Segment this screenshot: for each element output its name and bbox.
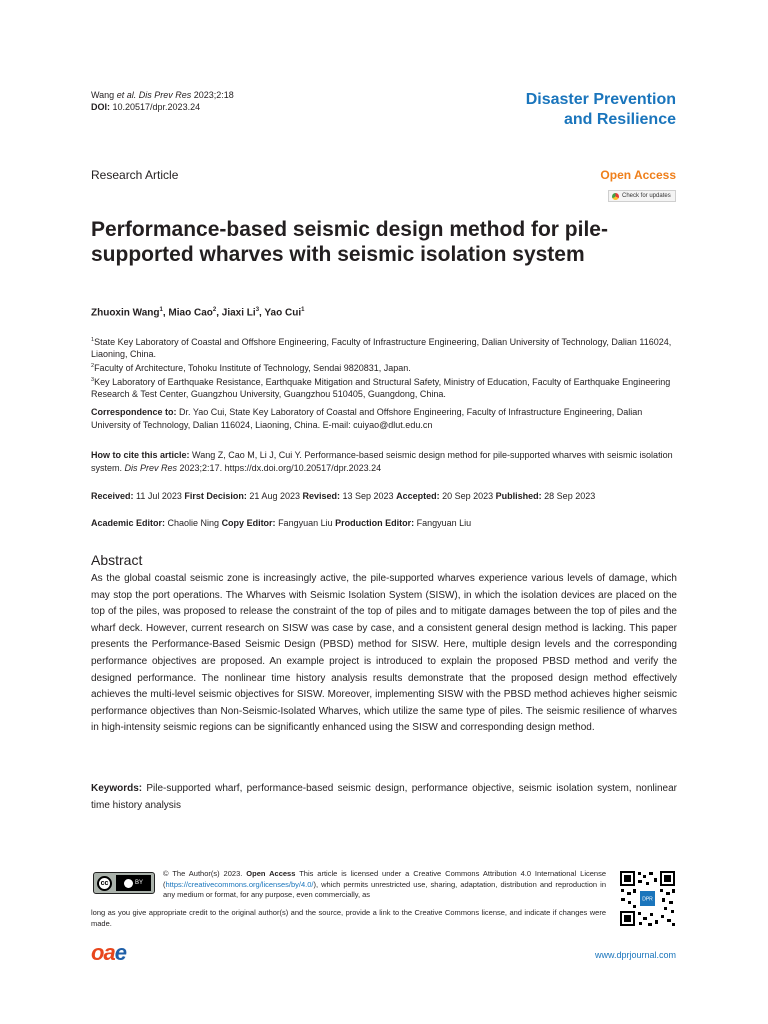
crossmark-icon: [612, 193, 619, 200]
affiliation-text: State Key Laboratory of Coastal and Offshore Engineering, Faculty of Infrastructure Engineering, Dalian University of Technology, Dalian 116024, Liaoning, China.: [91, 337, 672, 359]
editor-value: Fangyuan Liu: [414, 518, 472, 528]
dates-line: [91, 490, 677, 503]
author-affil-sup: 3: [255, 307, 260, 313]
affiliation-sup: 1: [91, 337, 95, 343]
oae-logo-letter: o: [91, 940, 104, 965]
date-value: 11 Jul 2023: [133, 491, 185, 501]
affiliation-item: [91, 360, 677, 374]
license-text-continued: long as you give appropriate credit to the original author(s) and the source, provide a link to the Creative Commons license, and indicate if changes were made.: [91, 908, 606, 928]
journal-name: [526, 90, 676, 130]
cite-issue: 2023;2:18: [191, 90, 234, 100]
journal-name-line2: and Resilience: [563, 111, 676, 128]
license-text-part: This article is licensed under a Creative Commons Attribution 4.0 International License (: [163, 869, 607, 889]
cc-by-badge[interactable]: [93, 872, 155, 894]
citation-line: [91, 89, 234, 113]
keywords: [91, 781, 677, 814]
author-name[interactable]: Zhuoxin Wang: [91, 307, 160, 319]
journal-website-link[interactable]: www.dprjournal.com: [594, 950, 676, 960]
attribution-icon: [116, 875, 151, 891]
oae-logo-letter: e: [114, 940, 126, 965]
check-for-updates-button[interactable]: [608, 190, 676, 202]
article-type: Research Article: [91, 168, 179, 182]
editor-label: Production Editor:: [335, 518, 415, 528]
affiliation-sup: 2: [91, 363, 95, 369]
date-value: 13 Sep 2023: [340, 491, 397, 501]
abstract-text: As the global coastal seismic zone is increasingly active, the pile-supported wharves experience various levels of damage, which may stop the port operations. The Wharves with Seismic Isolation System (SISW), in which the isolation devices are placed on the top of the piles, was proposed to release the constraint of the top of piles and to mitigate damages between the top of piles and the wharf deck. However, current research on SISW was case by case, and a consistent general design method is lacking. This paper presents the Performance-Based Seismic Design (PBSD) method for SISW. Here, multiple design levels and the corresponding performance objectives are proposed. An example project is introduced to explain the proposed PBSD method and verify the designed performance. The nonlinear time history analysis results demonstrate that the proposed design method effectively achieves the multi-level seismic objectives for SISW. Moreover, implementing SISW with the PBSD method achieves higher seismic performance objectives than Non-Seismic-Isolated Wharves, which utilize the same type of piles. The seismic resilience of wharves in high-intensity seismic regions can be significantly enhanced using the SISW and corresponding design method.: [91, 573, 677, 734]
author-name[interactable]: Jiaxi Li: [221, 307, 256, 319]
author-list: Zhuoxin Wang$^1$, Miao Cao$^2$, Jiaxi Li$^3$, Yao Cui$^1$: [91, 307, 305, 319]
editor-label: Academic Editor:: [91, 518, 166, 528]
license-link[interactable]: https://creativecommons.org/licenses/by/4.0/: [165, 879, 314, 889]
creative-commons-icon: cc: [97, 876, 112, 891]
cite-etal: et al. Dis Prev Res: [116, 90, 192, 100]
how-to-cite: [91, 449, 677, 474]
affiliation-item: [91, 334, 677, 360]
how-to-cite-text: Wang Z, Cao M, Li J, Cui Y. Performance-based seismic design method for pile-supported wharves with seismic isolation system.: [91, 450, 673, 473]
journal-name-line1: Disaster Prevention: [525, 91, 676, 108]
date-label: Accepted:: [396, 491, 440, 501]
editor-value: Chaolie Ning: [165, 518, 222, 528]
doi-value[interactable]: 10.20517/dpr.2023.24: [110, 102, 201, 112]
license-text: [163, 869, 606, 901]
license-text-part: ), which permits unrestricted use, sharing, adaptation, distribution and reproduction in any medium or format, for any purpose, even commercially, as: [163, 879, 606, 899]
editor-value: Fangyuan Liu: [275, 518, 336, 528]
person-icon: [124, 879, 133, 888]
affiliation-item: [91, 374, 677, 400]
keywords-label: Keywords:: [91, 783, 143, 794]
affiliations: [91, 334, 677, 400]
oae-logo-letter: a: [103, 940, 115, 965]
date-label: Revised:: [302, 491, 341, 501]
correspondence: [91, 406, 677, 431]
abstract-heading: Abstract: [91, 552, 143, 568]
keywords-text: Pile-supported wharf, performance-based seismic design, performance objective, seismic isolation system, nonlinear time history analysis: [91, 783, 677, 811]
date-value: 28 Sep 2023: [541, 491, 596, 501]
affiliation-text: Faculty of Architecture, Tohoku Institute of Technology, Sendai 9820831, Japan.: [94, 363, 411, 373]
author-affil-sup: 1: [301, 307, 305, 313]
affiliation-text: Key Laboratory of Earthquake Resistance, Earthquake Mitigation and Structural Safety, Ministry of Education, Faculty of Earthquake Engineering Research & Test Center, Guangzhou University, Guangzhou 510405, Guangdong, China.: [91, 377, 671, 399]
how-to-cite-journal: Dis Prev Res: [124, 462, 178, 473]
correspondence-text: Dr. Yao Cui, State Key Laboratory of Coastal and Offshore Engineering, Faculty of Infrastructure Engineering, Dalian University of Technology, Dalian 116024, Liaoning, China. E-mail: cuiyao@dlut.edu.cn: [91, 407, 643, 430]
qr-code[interactable]: [619, 870, 676, 927]
affiliation-sup: 3: [91, 377, 95, 383]
how-to-cite-label: How to cite this article:: [91, 450, 190, 460]
license-copyright: © The Author(s) 2023.: [163, 869, 247, 878]
date-label: First Decision:: [184, 491, 247, 501]
correspondence-label: Correspondence to:: [91, 407, 177, 417]
author-affil-sup: 1: [159, 307, 163, 313]
article-title: Performance-based seismic design method for pile-supported wharves with seismic isolation system: [91, 218, 608, 266]
author-name[interactable]: Miao Cao: [168, 307, 213, 319]
date-label: Published:: [495, 491, 542, 501]
license-open-access: Open Access: [246, 869, 296, 878]
open-access-label: Open Access: [600, 168, 676, 182]
date-value: 21 Aug 2023: [246, 491, 303, 501]
cite-authors: Wang: [91, 90, 117, 100]
qr-center-label: DPR: [642, 896, 653, 903]
editor-label: Copy Editor:: [221, 518, 276, 528]
author-affil-sup: 2: [212, 307, 217, 313]
how-to-cite-tail: 2023;2:17. https://dx.doi.org/10.20517/dpr.2023.24: [177, 462, 382, 473]
date-label: Received:: [91, 491, 134, 501]
doi-label: DOI:: [91, 102, 110, 112]
check-for-updates-label: Check for updates: [622, 193, 671, 199]
by-label: BY: [134, 880, 143, 886]
date-value: 20 Sep 2023: [439, 491, 496, 501]
editors-line: [91, 517, 677, 530]
author-name[interactable]: Yao Cui: [264, 307, 302, 319]
oae-logo[interactable]: [91, 940, 126, 966]
